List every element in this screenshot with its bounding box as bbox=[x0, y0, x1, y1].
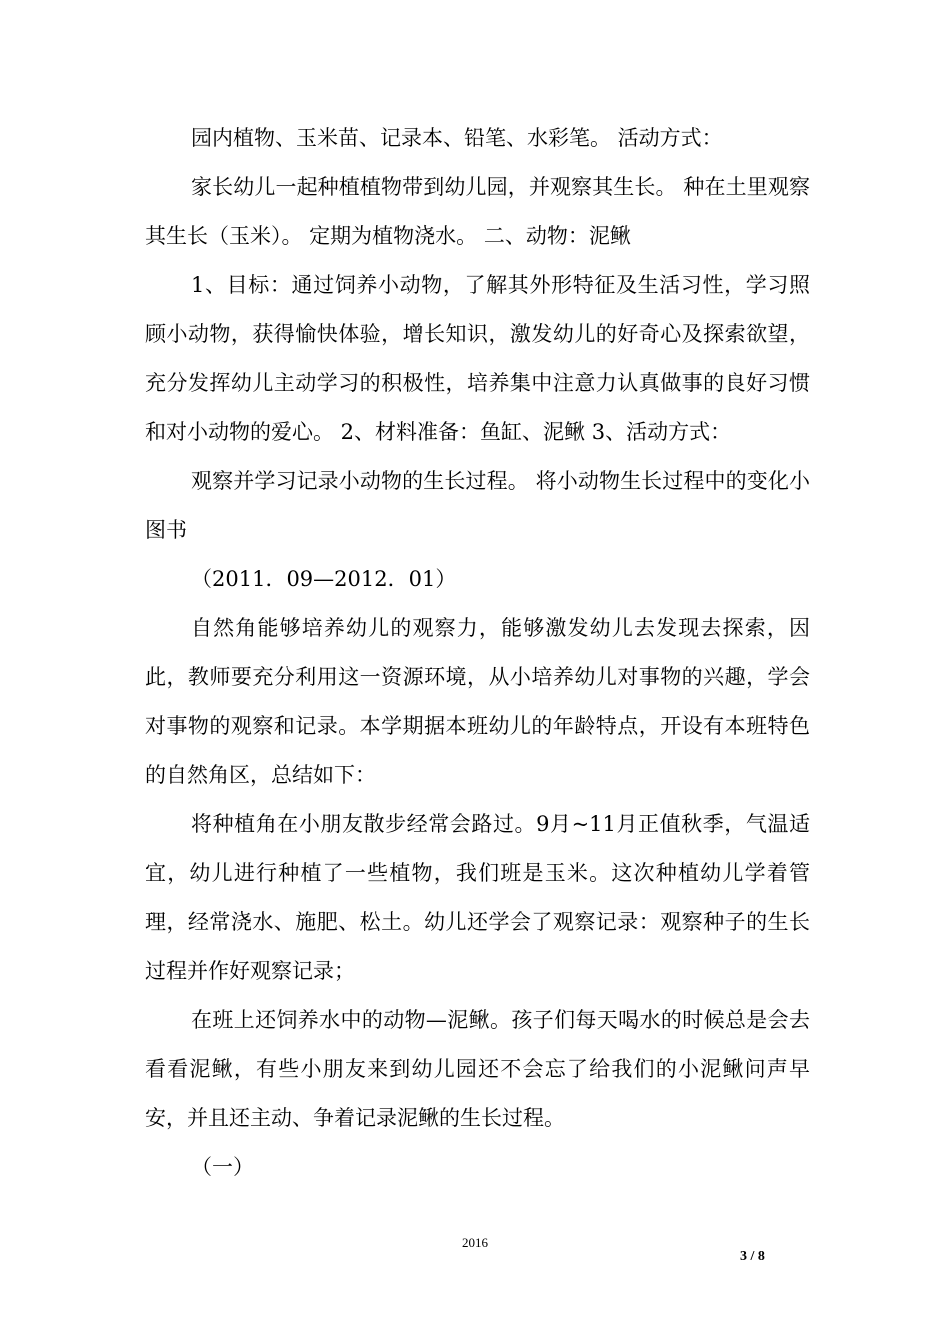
document-body bbox=[145, 116, 810, 1192]
section-heading-one: （一） bbox=[191, 1155, 254, 1179]
paragraph-materials: 园内植物、玉米苗、记录本、铅笔、水彩笔。 活动方式： bbox=[191, 126, 723, 150]
paragraph-planting-summary: 将种植角在小朋友散步经常会路过。9月~11月正值秋季，气温适宜，幼儿进行种植了一些植物，我们班是玉米。这次种植幼儿学着管理，经常浇水、施肥、松土。幼儿还学会了观察记录：观察种子的生长过程并作好观察记录； bbox=[145, 812, 810, 983]
paragraph-planting-method: 家长幼儿一起种植植物带到幼儿园，并观察其生长。 种在土里观察其生长（玉米）。 定期为植物浇水。 二、动物：泥鳅 bbox=[145, 175, 810, 248]
footer-year: 2016 bbox=[462, 1235, 488, 1250]
paragraph-animal-goals: 1、目标：通过饲养小动物，了解其外形特征及生活习性，学习照顾小动物，获得愉快体验，增长知识，激发幼儿的好奇心及探索欲望，充分发挥幼儿主动学习的积极性，培养集中注意力认真做事的良好习惯和对小动物的爱心。 2、材料准备：鱼缸、泥鳅 3、活动方式： bbox=[145, 273, 810, 444]
paragraph-loach-summary: 在班上还饲养水中的动物—泥鳅。孩子们每天喝水的时候总是会去看看泥鳅，有些小朋友来到幼儿园还不会忘了给我们的小泥鳅问声早安，并且还主动、争着记录泥鳅的生长过程。 bbox=[145, 1008, 810, 1130]
paragraph-summary-intro: 自然角能够培养幼儿的观察力，能够激发幼儿去发现去探索，因此，教师要充分利用这一资源环境，从小培养幼儿对事物的兴趣，学会对事物的观察和记录。本学期据本班幼儿的年龄特点，开设有本班特色的自然角区，总结如下： bbox=[145, 616, 810, 787]
page-number: 3 / 8 bbox=[740, 1249, 765, 1264]
paragraph-observation-method: 观察并学习记录小动物的生长过程。 将小动物生长过程中的变化小图书 bbox=[145, 469, 810, 542]
date-range-heading: （2011．09—2012．01） bbox=[191, 567, 457, 591]
